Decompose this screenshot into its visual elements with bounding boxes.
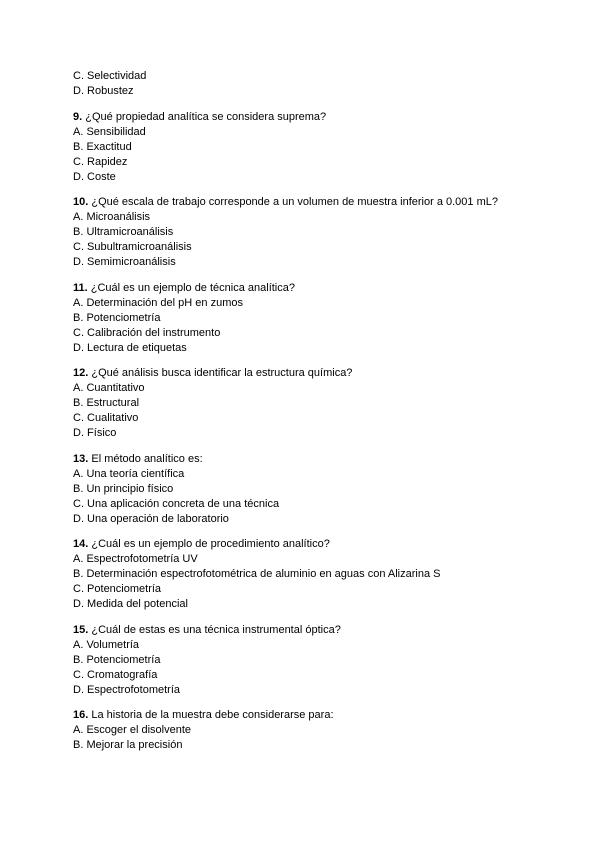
question-8-tail — [73, 69, 583, 99]
question-stem — [73, 537, 583, 552]
question-13 — [73, 452, 583, 527]
option: D. Robustez — [73, 85, 134, 97]
question-16 — [73, 708, 583, 753]
option: C. Rapidez — [73, 155, 128, 168]
option: D. Lectura de etiquetas — [73, 341, 187, 354]
question-stem — [73, 366, 583, 381]
question-text: El método analítico es: — [91, 452, 203, 465]
question-11 — [73, 281, 583, 356]
question-stem — [73, 110, 583, 125]
option: C. Subultramicroanálisis — [73, 241, 192, 253]
question-number: 11. — [73, 281, 88, 294]
option: C. Cromatografía — [73, 668, 158, 681]
question-10 — [73, 195, 583, 270]
option: C. Cualitativo — [73, 412, 139, 424]
document-page — [73, 69, 583, 753]
option: D. Una operación de laboratorio — [73, 512, 229, 525]
question-number: 14. — [73, 538, 89, 550]
option: C. Calibración del instrumento — [73, 326, 221, 339]
question-stem — [73, 452, 583, 467]
option: B. Potenciometría — [73, 653, 161, 666]
option: D. Medida del potencial — [73, 598, 188, 610]
option: B. Un principio físico — [73, 482, 174, 495]
question-number: 9. — [73, 110, 83, 123]
option: B. Estructural — [73, 397, 140, 409]
option: D. Físico — [73, 427, 117, 439]
option: A. Cuantitativo — [73, 382, 145, 394]
question-9 — [73, 110, 583, 185]
option: A. Una teoría científica — [73, 467, 185, 480]
question-stem — [73, 195, 583, 210]
option: A. Microanálisis — [73, 211, 151, 223]
option: B. Mejorar la precisión — [73, 739, 183, 751]
question-number: 10. — [73, 196, 89, 208]
question-text: ¿Qué escala de trabajo corresponde a un volumen de muestra inferior a 0.001 mL? — [91, 196, 498, 208]
option: C. Potenciometría — [73, 583, 162, 595]
question-text: La historia de la muestra debe considerarse para: — [91, 709, 334, 721]
option: A. Espectrofotometría UV — [73, 553, 198, 565]
question-text: ¿Qué análisis busca identificar la estructura química? — [91, 367, 353, 379]
question-15 — [73, 623, 583, 698]
option: B. Ultramicroanálisis — [73, 226, 174, 238]
option: B. Exactitud — [73, 140, 132, 153]
question-stem — [73, 281, 583, 296]
option: A. Sensibilidad — [73, 125, 146, 138]
option: A. Determinación del pH en zumos — [73, 296, 243, 309]
question-number: 13. — [73, 452, 89, 465]
question-stem — [73, 623, 583, 638]
option: C. Una aplicación concreta de una técnica — [73, 497, 280, 510]
question-stem — [73, 708, 583, 723]
option: D. Espectrofotometría — [73, 683, 180, 696]
option: B. Potenciometría — [73, 311, 161, 324]
question-12 — [73, 366, 583, 441]
question-number: 12. — [73, 367, 89, 379]
option: A. Escoger el disolvente — [73, 724, 192, 736]
question-number: 15. — [73, 623, 89, 636]
option: C. Selectividad — [73, 70, 147, 82]
option: A. Volumetría — [73, 638, 140, 651]
option: D. Coste — [73, 170, 116, 183]
question-text: ¿Cuál es un ejemplo de técnica analítica? — [90, 281, 295, 294]
question-text: ¿Cuál de estas es una técnica instrumental óptica? — [91, 623, 341, 636]
question-text: ¿Qué propiedad analítica se considera suprema? — [85, 110, 327, 123]
question-14 — [73, 537, 583, 612]
question-text: ¿Cuál es un ejemplo de procedimiento analítico? — [91, 538, 330, 550]
option: D. Semimicroanálisis — [73, 256, 176, 268]
option: B. Determinación espectrofotométrica de aluminio en aguas con Alizarina S — [73, 568, 441, 580]
question-number: 16. — [73, 709, 89, 721]
